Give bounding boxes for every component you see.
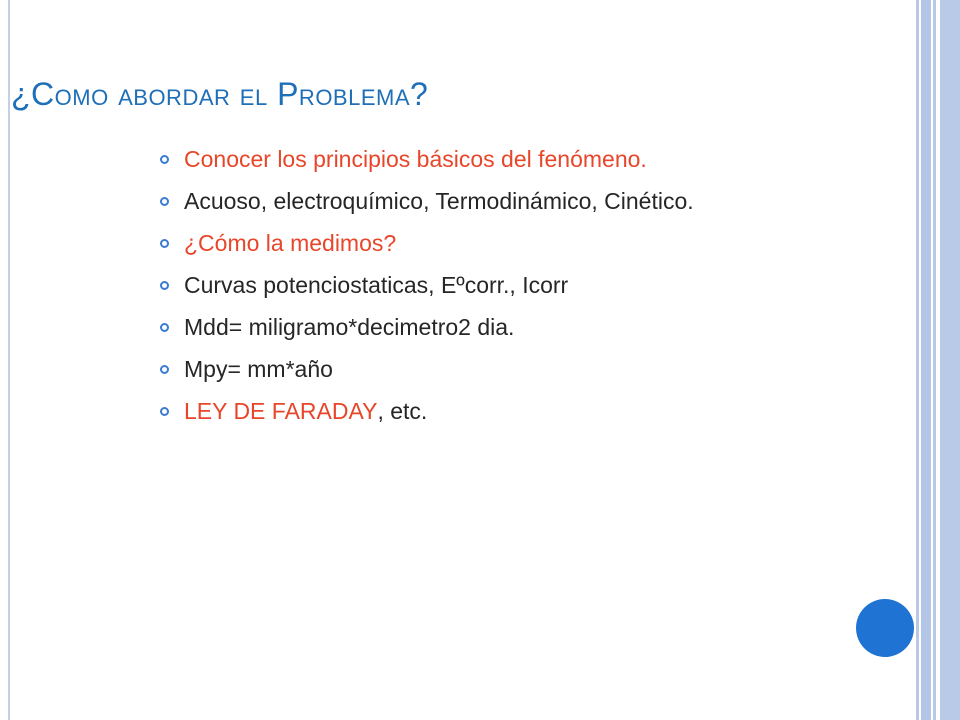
bar (940, 0, 960, 720)
bullet-text: ¿Cómo la medimos? (184, 229, 397, 256)
bullet-item (160, 390, 694, 432)
bullet-item (160, 348, 694, 390)
bullet-item (160, 306, 694, 348)
bullet-item (160, 264, 694, 306)
bullet-text-rest: , etc. (377, 397, 428, 424)
bullet-item (160, 138, 694, 180)
bullet-ring-icon (160, 281, 169, 290)
decorative-circle-icon (856, 599, 914, 657)
bullet-item (160, 222, 694, 264)
bullet-ring-icon (160, 365, 169, 374)
slide-title: ¿Como abordar el Problema? (11, 76, 429, 112)
bullet-item (160, 180, 694, 222)
bullet-ring-icon (160, 239, 169, 248)
left-border-line (8, 0, 10, 720)
bullet-ring-icon (160, 407, 169, 416)
right-decorative-bars (916, 0, 960, 720)
bullet-ring-icon (160, 155, 169, 164)
bullet-text: Conocer los principios básicos del fenómeno. (184, 145, 647, 172)
bullet-text: Mdd= miligramo*decimetro2 dia. (184, 313, 515, 340)
bullet-ring-icon (160, 197, 169, 206)
bullet-text: Mpy= mm*año (184, 355, 333, 382)
bullet-text-highlight: LEY DE FARADAY (184, 397, 378, 424)
bullet-text: Acuoso, electroquímico, Termodinámico, Cinético. (184, 187, 694, 214)
bar (921, 0, 931, 720)
bullet-text: Curvas potenciostaticas, Eºcorr., Icorr (184, 271, 569, 298)
bullet-ring-icon (160, 323, 169, 332)
bullet-list (160, 138, 694, 432)
